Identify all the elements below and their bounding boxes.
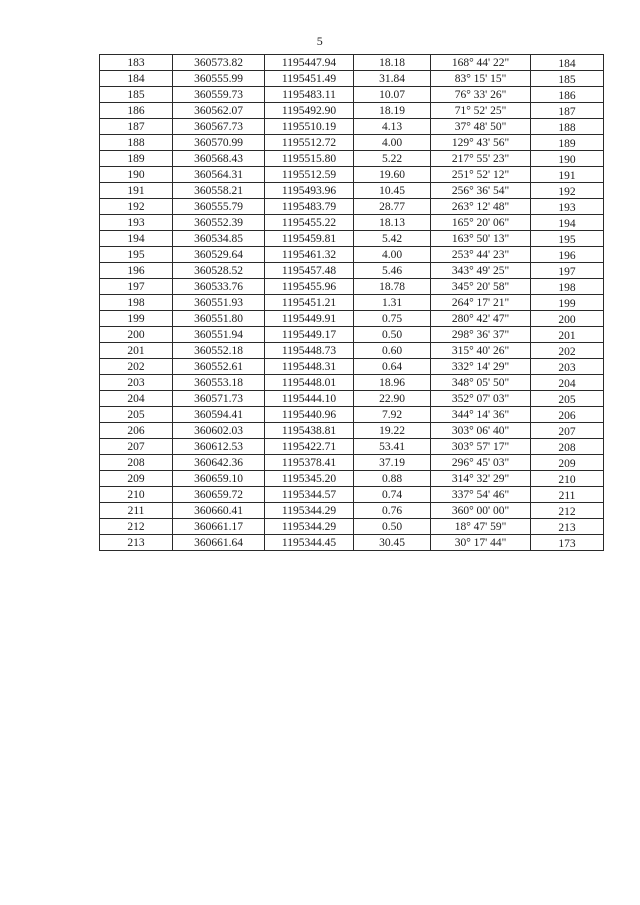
next-point-cell: 199: [531, 295, 604, 311]
distance-cell: 18.19: [354, 103, 431, 119]
next-point-cell: 208: [531, 439, 604, 455]
bearing-cell: 280° 42' 47": [431, 311, 531, 327]
bearing-cell: 315° 40' 26": [431, 343, 531, 359]
x-coordinate-cell: 360552.61: [173, 359, 265, 375]
distance-cell: 10.07: [354, 87, 431, 103]
distance-cell: 18.96: [354, 375, 431, 391]
table-row: [100, 439, 604, 455]
table-row: [100, 199, 604, 215]
bearing-cell: 343° 49' 25": [431, 263, 531, 279]
distance-cell: 4.13: [354, 119, 431, 135]
y-coordinate-cell: 1195444.10: [265, 391, 354, 407]
y-coordinate-cell: 1195515.80: [265, 151, 354, 167]
point-number-cell: 205: [100, 407, 173, 423]
distance-cell: 18.18: [354, 55, 431, 71]
x-coordinate-cell: 360602.03: [173, 423, 265, 439]
distance-cell: 19.60: [354, 167, 431, 183]
table-row: [100, 471, 604, 487]
y-coordinate-cell: 1195422.71: [265, 439, 354, 455]
point-number-cell: 192: [100, 199, 173, 215]
bearing-cell: 264° 17' 21": [431, 295, 531, 311]
point-number-cell: 184: [100, 71, 173, 87]
next-point-cell: 193: [531, 199, 604, 215]
point-number-cell: 195: [100, 247, 173, 263]
next-point-cell: 173: [531, 535, 604, 551]
point-number-cell: 186: [100, 103, 173, 119]
next-point-cell: 210: [531, 471, 604, 487]
table-row: [100, 423, 604, 439]
x-coordinate-cell: 360562.07: [173, 103, 265, 119]
distance-cell: 10.45: [354, 183, 431, 199]
bearing-cell: 296° 45' 03": [431, 455, 531, 471]
bearing-cell: 303° 06' 40": [431, 423, 531, 439]
table-row: [100, 519, 604, 535]
table-row: [100, 375, 604, 391]
next-point-cell: 213: [531, 519, 604, 535]
bearing-cell: 217° 55' 23": [431, 151, 531, 167]
point-number-cell: 198: [100, 295, 173, 311]
distance-cell: 5.46: [354, 263, 431, 279]
table-row: [100, 215, 604, 231]
next-point-cell: 188: [531, 119, 604, 135]
next-point-cell: 205: [531, 391, 604, 407]
distance-cell: 0.76: [354, 503, 431, 519]
bearing-cell: 345° 20' 58": [431, 279, 531, 295]
table-row: [100, 487, 604, 503]
distance-cell: 18.78: [354, 279, 431, 295]
distance-cell: 37.19: [354, 455, 431, 471]
table-row: [100, 455, 604, 471]
x-coordinate-cell: 360551.93: [173, 295, 265, 311]
distance-cell: 53.41: [354, 439, 431, 455]
bearing-cell: 30° 17' 44": [431, 535, 531, 551]
x-coordinate-cell: 360533.76: [173, 279, 265, 295]
bearing-cell: 332° 14' 29": [431, 359, 531, 375]
table-row: [100, 71, 604, 87]
bearing-cell: 168° 44' 22": [431, 55, 531, 71]
x-coordinate-cell: 360571.73: [173, 391, 265, 407]
point-number-cell: 204: [100, 391, 173, 407]
distance-cell: 5.22: [354, 151, 431, 167]
y-coordinate-cell: 1195448.73: [265, 343, 354, 359]
next-point-cell: 202: [531, 343, 604, 359]
x-coordinate-cell: 360661.17: [173, 519, 265, 535]
point-number-cell: 200: [100, 327, 173, 343]
table-row: [100, 279, 604, 295]
x-coordinate-cell: 360529.64: [173, 247, 265, 263]
y-coordinate-cell: 1195459.81: [265, 231, 354, 247]
x-coordinate-cell: 360534.85: [173, 231, 265, 247]
bearing-cell: 314° 32' 29": [431, 471, 531, 487]
y-coordinate-cell: 1195345.20: [265, 471, 354, 487]
bearing-cell: 263° 12' 48": [431, 199, 531, 215]
next-point-cell: 186: [531, 87, 604, 103]
x-coordinate-cell: 360559.73: [173, 87, 265, 103]
x-coordinate-cell: 360553.18: [173, 375, 265, 391]
coordinates-table: [99, 54, 604, 551]
bearing-cell: 129° 43' 56": [431, 135, 531, 151]
next-point-cell: 189: [531, 135, 604, 151]
bearing-cell: 253° 44' 23": [431, 247, 531, 263]
table-row: [100, 327, 604, 343]
next-point-cell: 198: [531, 279, 604, 295]
distance-cell: 28.77: [354, 199, 431, 215]
y-coordinate-cell: 1195447.94: [265, 55, 354, 71]
next-point-cell: 187: [531, 103, 604, 119]
y-coordinate-cell: 1195455.22: [265, 215, 354, 231]
point-number-cell: 208: [100, 455, 173, 471]
bearing-cell: 352° 07' 03": [431, 391, 531, 407]
next-point-cell: 206: [531, 407, 604, 423]
distance-cell: 7.92: [354, 407, 431, 423]
y-coordinate-cell: 1195448.31: [265, 359, 354, 375]
table-row: [100, 167, 604, 183]
x-coordinate-cell: 360570.99: [173, 135, 265, 151]
bearing-cell: 83° 15' 15": [431, 71, 531, 87]
distance-cell: 0.64: [354, 359, 431, 375]
x-coordinate-cell: 360659.10: [173, 471, 265, 487]
coordinates-table-body: [100, 55, 604, 551]
point-number-cell: 210: [100, 487, 173, 503]
x-coordinate-cell: 360551.94: [173, 327, 265, 343]
bearing-cell: 163° 50' 13": [431, 231, 531, 247]
bearing-cell: 298° 36' 37": [431, 327, 531, 343]
distance-cell: 0.75: [354, 311, 431, 327]
y-coordinate-cell: 1195512.59: [265, 167, 354, 183]
y-coordinate-cell: 1195451.21: [265, 295, 354, 311]
point-number-cell: 188: [100, 135, 173, 151]
next-point-cell: 211: [531, 487, 604, 503]
point-number-cell: 187: [100, 119, 173, 135]
point-number-cell: 199: [100, 311, 173, 327]
point-number-cell: 185: [100, 87, 173, 103]
table-row: [100, 103, 604, 119]
next-point-cell: 207: [531, 423, 604, 439]
distance-cell: 30.45: [354, 535, 431, 551]
point-number-cell: 196: [100, 263, 173, 279]
x-coordinate-cell: 360552.39: [173, 215, 265, 231]
point-number-cell: 202: [100, 359, 173, 375]
bearing-cell: 348° 05' 50": [431, 375, 531, 391]
distance-cell: 4.00: [354, 135, 431, 151]
table-row: [100, 119, 604, 135]
x-coordinate-cell: 360612.53: [173, 439, 265, 455]
bearing-cell: 76° 33' 26": [431, 87, 531, 103]
table-row: [100, 535, 604, 551]
table-row: [100, 247, 604, 263]
distance-cell: 0.74: [354, 487, 431, 503]
next-point-cell: 194: [531, 215, 604, 231]
y-coordinate-cell: 1195483.11: [265, 87, 354, 103]
bearing-cell: 71° 52' 25": [431, 103, 531, 119]
point-number-cell: 212: [100, 519, 173, 535]
point-number-cell: 213: [100, 535, 173, 551]
distance-cell: 1.31: [354, 295, 431, 311]
next-point-cell: 209: [531, 455, 604, 471]
x-coordinate-cell: 360558.21: [173, 183, 265, 199]
y-coordinate-cell: 1195512.72: [265, 135, 354, 151]
bearing-cell: 251° 52' 12": [431, 167, 531, 183]
y-coordinate-cell: 1195344.57: [265, 487, 354, 503]
x-coordinate-cell: 360659.72: [173, 487, 265, 503]
y-coordinate-cell: 1195438.81: [265, 423, 354, 439]
distance-cell: 0.60: [354, 343, 431, 359]
bearing-cell: 344° 14' 36": [431, 407, 531, 423]
table-row: [100, 359, 604, 375]
bearing-cell: 256° 36' 54": [431, 183, 531, 199]
distance-cell: 0.50: [354, 519, 431, 535]
y-coordinate-cell: 1195344.29: [265, 519, 354, 535]
distance-cell: 0.88: [354, 471, 431, 487]
y-coordinate-cell: 1195449.91: [265, 311, 354, 327]
point-number-cell: 197: [100, 279, 173, 295]
y-coordinate-cell: 1195344.45: [265, 535, 354, 551]
y-coordinate-cell: 1195492.90: [265, 103, 354, 119]
distance-cell: 18.13: [354, 215, 431, 231]
point-number-cell: 206: [100, 423, 173, 439]
table-row: [100, 391, 604, 407]
y-coordinate-cell: 1195455.96: [265, 279, 354, 295]
next-point-cell: 201: [531, 327, 604, 343]
bearing-cell: 337° 54' 46": [431, 487, 531, 503]
point-number-cell: 203: [100, 375, 173, 391]
x-coordinate-cell: 360642.36: [173, 455, 265, 471]
y-coordinate-cell: 1195378.41: [265, 455, 354, 471]
bearing-cell: 37° 48' 50": [431, 119, 531, 135]
x-coordinate-cell: 360551.80: [173, 311, 265, 327]
point-number-cell: 189: [100, 151, 173, 167]
y-coordinate-cell: 1195493.96: [265, 183, 354, 199]
distance-cell: 19.22: [354, 423, 431, 439]
table-row: [100, 55, 604, 71]
bearing-cell: 303° 57' 17": [431, 439, 531, 455]
next-point-cell: 196: [531, 247, 604, 263]
distance-cell: 0.50: [354, 327, 431, 343]
y-coordinate-cell: 1195461.32: [265, 247, 354, 263]
next-point-cell: 197: [531, 263, 604, 279]
table-row: [100, 343, 604, 359]
table-row: [100, 183, 604, 199]
point-number-cell: 211: [100, 503, 173, 519]
x-coordinate-cell: 360555.99: [173, 71, 265, 87]
next-point-cell: 191: [531, 167, 604, 183]
y-coordinate-cell: 1195440.96: [265, 407, 354, 423]
next-point-cell: 200: [531, 311, 604, 327]
page-number: 5: [316, 34, 324, 48]
table-row: [100, 311, 604, 327]
y-coordinate-cell: 1195344.29: [265, 503, 354, 519]
distance-cell: 31.84: [354, 71, 431, 87]
x-coordinate-cell: 360564.31: [173, 167, 265, 183]
x-coordinate-cell: 360567.73: [173, 119, 265, 135]
table-row: [100, 503, 604, 519]
point-number-cell: 209: [100, 471, 173, 487]
table-row: [100, 407, 604, 423]
y-coordinate-cell: 1195483.79: [265, 199, 354, 215]
distance-cell: 5.42: [354, 231, 431, 247]
next-point-cell: 203: [531, 359, 604, 375]
table-row: [100, 295, 604, 311]
x-coordinate-cell: 360573.82: [173, 55, 265, 71]
point-number-cell: 207: [100, 439, 173, 455]
distance-cell: 4.00: [354, 247, 431, 263]
table-row: [100, 151, 604, 167]
x-coordinate-cell: 360594.41: [173, 407, 265, 423]
next-point-cell: 192: [531, 183, 604, 199]
y-coordinate-cell: 1195448.01: [265, 375, 354, 391]
point-number-cell: 183: [100, 55, 173, 71]
point-number-cell: 194: [100, 231, 173, 247]
next-point-cell: 184: [531, 55, 604, 71]
next-point-cell: 195: [531, 231, 604, 247]
x-coordinate-cell: 360528.52: [173, 263, 265, 279]
x-coordinate-cell: 360661.64: [173, 535, 265, 551]
y-coordinate-cell: 1195510.19: [265, 119, 354, 135]
next-point-cell: 204: [531, 375, 604, 391]
next-point-cell: 190: [531, 151, 604, 167]
table-row: [100, 231, 604, 247]
next-point-cell: 185: [531, 71, 604, 87]
point-number-cell: 191: [100, 183, 173, 199]
next-point-cell: 212: [531, 503, 604, 519]
bearing-cell: 18° 47' 59": [431, 519, 531, 535]
x-coordinate-cell: 360660.41: [173, 503, 265, 519]
table-row: [100, 263, 604, 279]
distance-cell: 22.90: [354, 391, 431, 407]
table-row: [100, 135, 604, 151]
point-number-cell: 201: [100, 343, 173, 359]
x-coordinate-cell: 360568.43: [173, 151, 265, 167]
y-coordinate-cell: 1195449.17: [265, 327, 354, 343]
y-coordinate-cell: 1195457.48: [265, 263, 354, 279]
bearing-cell: 165° 20' 06": [431, 215, 531, 231]
y-coordinate-cell: 1195451.49: [265, 71, 354, 87]
x-coordinate-cell: 360555.79: [173, 199, 265, 215]
point-number-cell: 193: [100, 215, 173, 231]
table-row: [100, 87, 604, 103]
bearing-cell: 360° 00' 00": [431, 503, 531, 519]
point-number-cell: 190: [100, 167, 173, 183]
x-coordinate-cell: 360552.18: [173, 343, 265, 359]
